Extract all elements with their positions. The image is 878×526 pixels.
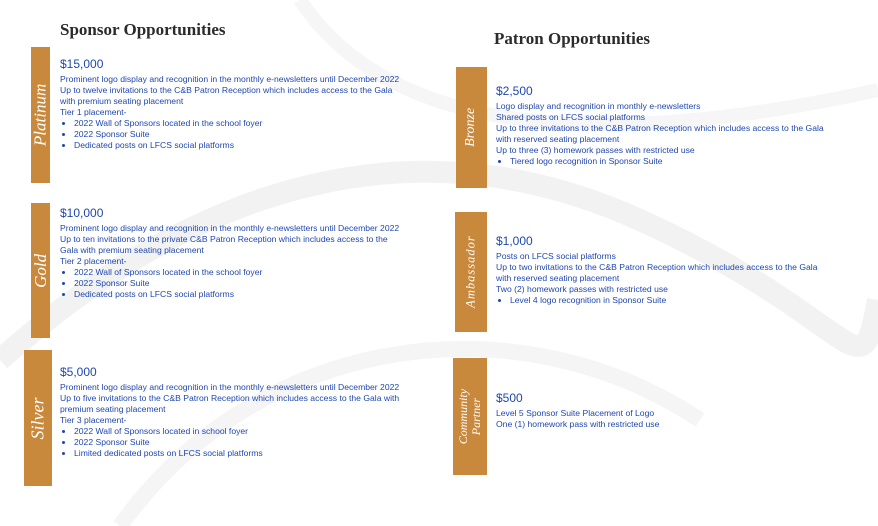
tier-label-line: Community — [456, 388, 471, 445]
tier-bullet-list — [60, 267, 420, 300]
tier-bullet: • Dedicated posts on LFCS social platforms — [74, 289, 420, 300]
tier-bullet: • 2022 Sponsor Suite — [74, 278, 420, 289]
tier-benefit-line: Prominent logo display and recognition in the monthly e-newsletters until December 2022 — [60, 382, 400, 392]
sponsor-heading: Sponsor Opportunities — [60, 20, 226, 39]
tier-bullet: • 2022 Wall of Sponsors located in school foyer — [74, 426, 420, 437]
tier-bullet-list — [496, 295, 866, 306]
tier-gold — [60, 206, 420, 300]
tier-bullet: • Tiered logo recognition in Sponsor Suite — [510, 156, 866, 167]
tier-benefit-line: One (1) homework pass with restricted use — [496, 419, 660, 429]
tier-label — [457, 389, 482, 444]
tier-label: Gold — [30, 253, 50, 288]
tier-benefit-line: Tier 2 placement- — [60, 256, 127, 266]
tier-bullet: • Dedicated posts on LFCS social platforms — [74, 140, 420, 151]
tier-benefit-line: Gala with premium seating placement — [60, 245, 204, 255]
tier-price: $500 — [496, 391, 523, 405]
tier-benefit-line: Logo display and recognition in monthly e-newsletters — [496, 101, 701, 111]
tier-bullet-list — [496, 156, 866, 167]
tier-benefit-line: with premium seating placement — [60, 96, 184, 106]
tier-price: $5,000 — [60, 365, 97, 379]
tier-community-partner — [496, 391, 866, 430]
tier-benefit-line: Up to five invitations to the C&B Patron Reception which includes access to the Gala with — [60, 393, 400, 403]
tier-benefit-line: Up to two invitations to the C&B Patron Reception which includes access to the Gala — [496, 262, 818, 272]
tier-tab-platinum — [31, 47, 50, 183]
tier-bullet: • 2022 Wall of Sponsors located in the school foyer — [74, 118, 420, 129]
tier-benefit-line: Level 5 Sponsor Suite Placement of Logo — [496, 408, 655, 418]
tier-tab-silver — [24, 350, 52, 486]
tier-benefit-line: Up to three (3) homework passes with restricted use — [496, 145, 695, 155]
tier-benefit-line: Up to twelve invitations to the C&B Patron Reception which includes access to the Gala — [60, 85, 393, 95]
tier-label: Ambassador — [463, 235, 478, 309]
tier-label: Silver — [27, 396, 48, 439]
tier-bullet: • 2022 Wall of Sponsors located in the school foyer — [74, 267, 420, 278]
tier-benefit-line: Posts on LFCS social platforms — [496, 251, 616, 261]
tier-tab-gold — [31, 203, 50, 338]
tier-bullet: • 2022 Sponsor Suite — [74, 437, 420, 448]
patron-heading: Patron Opportunities — [494, 29, 651, 48]
tier-tab-ambassador — [455, 212, 487, 332]
tier-tab-community-partner — [453, 358, 487, 475]
tier-price: $10,000 — [60, 206, 104, 220]
tier-bullet: • 2022 Sponsor Suite — [74, 129, 420, 140]
tier-benefit-line: Tier 1 placement- — [60, 107, 127, 117]
tier-label-line: Partner — [469, 397, 483, 436]
tier-platinum — [60, 57, 420, 151]
tier-price: $15,000 — [60, 57, 104, 71]
tier-bullet: • Limited dedicated posts on LFCS social platforms — [74, 448, 420, 459]
tier-benefit-line: premium seating placement — [60, 404, 166, 414]
tier-label: Platinum — [30, 83, 50, 147]
tier-price: $1,000 — [496, 234, 533, 248]
tier-benefit-line: with reserved seating placement — [496, 134, 620, 144]
tier-bronze — [496, 84, 866, 167]
tier-bullet-list — [60, 118, 420, 151]
tier-label: Bronze — [463, 107, 479, 148]
tier-benefit-line: Up to ten invitations to the private C&B Patron Reception which includes access to the — [60, 234, 388, 244]
tier-benefit-line: Prominent logo display and recognition in the monthly e-newsletters until December 2022 — [60, 223, 400, 233]
tier-benefit-line: Two (2) homework passes with restricted use — [496, 284, 668, 294]
tier-benefit-line: Tier 3 placement- — [60, 415, 127, 425]
tier-benefit-line: Prominent logo display and recognition in the monthly e-newsletters until December 2022 — [60, 74, 400, 84]
tier-silver — [60, 365, 420, 459]
tier-bullet: • Level 4 logo recognition in Sponsor Suite — [510, 295, 866, 306]
tier-benefit-line: Up to three invitations to the C&B Patron Reception which includes access to the Gala — [496, 123, 824, 133]
tier-benefit-line: Shared posts on LFCS social platforms — [496, 112, 646, 122]
tier-benefit-line: with reserved seating placement — [496, 273, 620, 283]
tier-ambassador — [496, 234, 866, 306]
tier-tab-bronze — [456, 67, 487, 188]
tier-bullet-list — [60, 426, 420, 459]
tier-price: $2,500 — [496, 84, 533, 98]
